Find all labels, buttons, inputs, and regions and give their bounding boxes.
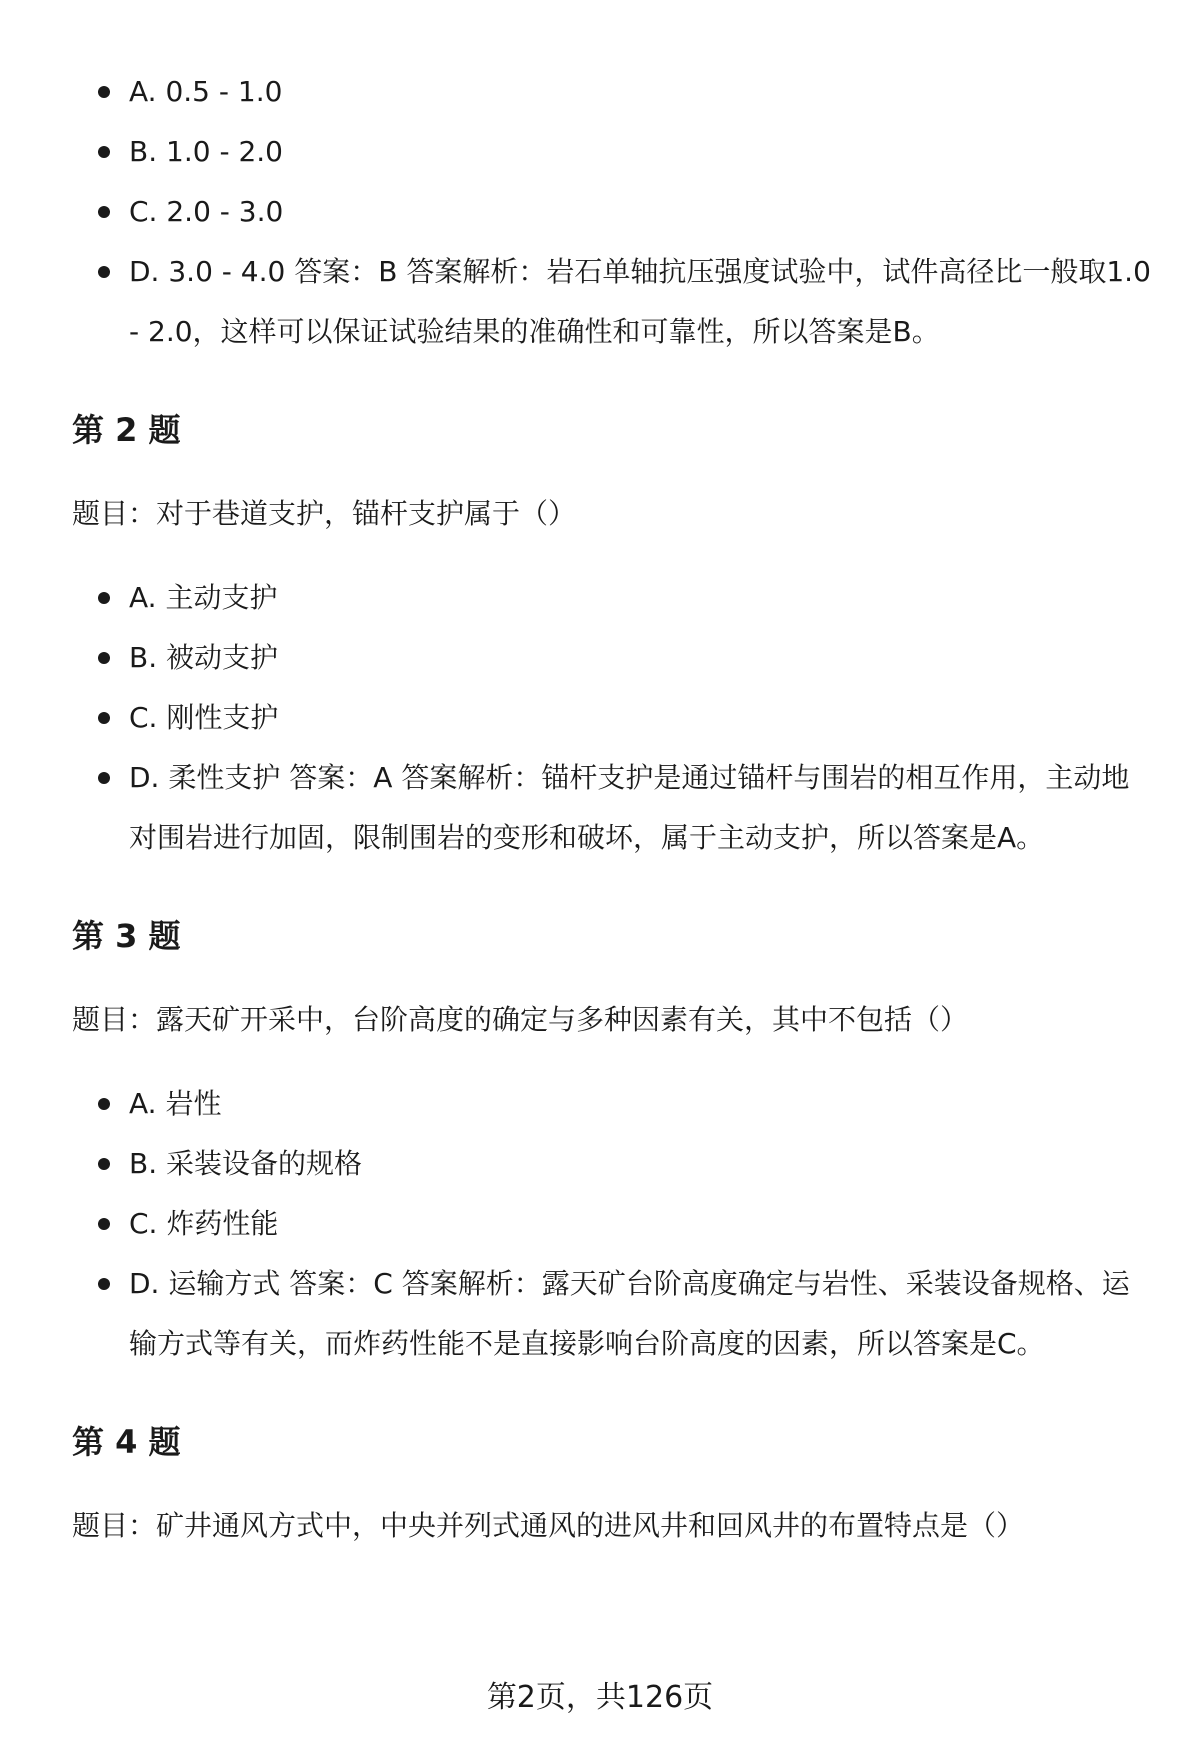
bullet-icon (98, 1218, 110, 1230)
analysis-text: 答案解析：露天矿台阶高度确定与岩性、采装设备规格、运输方式等有关，而炸药性能不是直接影响台阶高度的因素，所以答案是C。 (129, 1267, 1130, 1360)
bullet-icon (98, 206, 110, 218)
question-stem: 题目：对于巷道支护，锚杆支护属于（） (72, 497, 577, 530)
bullet-icon (98, 1098, 110, 1110)
answer-text: 答案：A (289, 761, 393, 794)
question-stem: 题目：露天矿开采中，台阶高度的确定与多种因素有关，其中不包括（） (72, 1003, 969, 1036)
q3-option-a: A. 岩性 (72, 1074, 1152, 1134)
question-heading: 第 2 题 (72, 411, 181, 449)
q3-option-b: B. 采装设备的规格 (72, 1134, 1152, 1194)
bullet-icon (98, 266, 110, 278)
bullet-icon (98, 146, 110, 158)
q2-option-c: C. 刚性支护 (72, 688, 1152, 748)
q1-option-b: B. 1.0 - 2.0 (72, 122, 1152, 182)
q2-option-d (72, 748, 1152, 868)
page-number-footer: 第2页，共126页 (486, 1680, 714, 1715)
question-stem: 题目：矿井通风方式中，中央并列式通风的进风井和回风井的布置特点是（） (72, 1509, 1025, 1542)
q1-option-d (72, 242, 1152, 362)
q3-options (72, 1074, 1152, 1374)
page-content (72, 62, 1152, 1546)
bullet-icon (98, 592, 110, 604)
q2-option-a: A. 主动支护 (72, 568, 1152, 628)
q2-option-b: B. 被动支护 (72, 628, 1152, 688)
answer-text: 答案：C (289, 1267, 393, 1300)
bullet-icon (98, 652, 110, 664)
bullet-icon (98, 1158, 110, 1170)
q3-option-c: C. 炸药性能 (72, 1194, 1152, 1254)
answer-text: 答案：B (294, 255, 398, 288)
analysis-text: 答案解析：岩石单轴抗压强度试验中，试件高径比一般取1.0 - 2.0，这样可以保证试验结果的准确性和可靠性，所以答案是B。 (129, 255, 1151, 348)
q1-options (72, 62, 1152, 362)
bullet-icon (98, 772, 110, 784)
bullet-icon (98, 1278, 110, 1290)
option-text: D. 柔性支护 (129, 761, 281, 794)
option-text: D. 运输方式 (129, 1267, 281, 1300)
analysis-text: 答案解析：锚杆支护是通过锚杆与围岩的相互作用，主动地对围岩进行加固，限制围岩的变形和破坏，属于主动支护，所以答案是A。 (129, 761, 1130, 854)
question-heading: 第 3 题 (72, 917, 181, 955)
bullet-icon (98, 86, 110, 98)
q3-option-d (72, 1254, 1152, 1374)
q2-options (72, 568, 1152, 868)
question-heading: 第 4 题 (72, 1423, 181, 1461)
q1-option-c: C. 2.0 - 3.0 (72, 182, 1152, 242)
option-text: D. 3.0 - 4.0 (129, 255, 286, 288)
bullet-icon (98, 712, 110, 724)
q1-option-a: A. 0.5 - 1.0 (72, 62, 1152, 122)
